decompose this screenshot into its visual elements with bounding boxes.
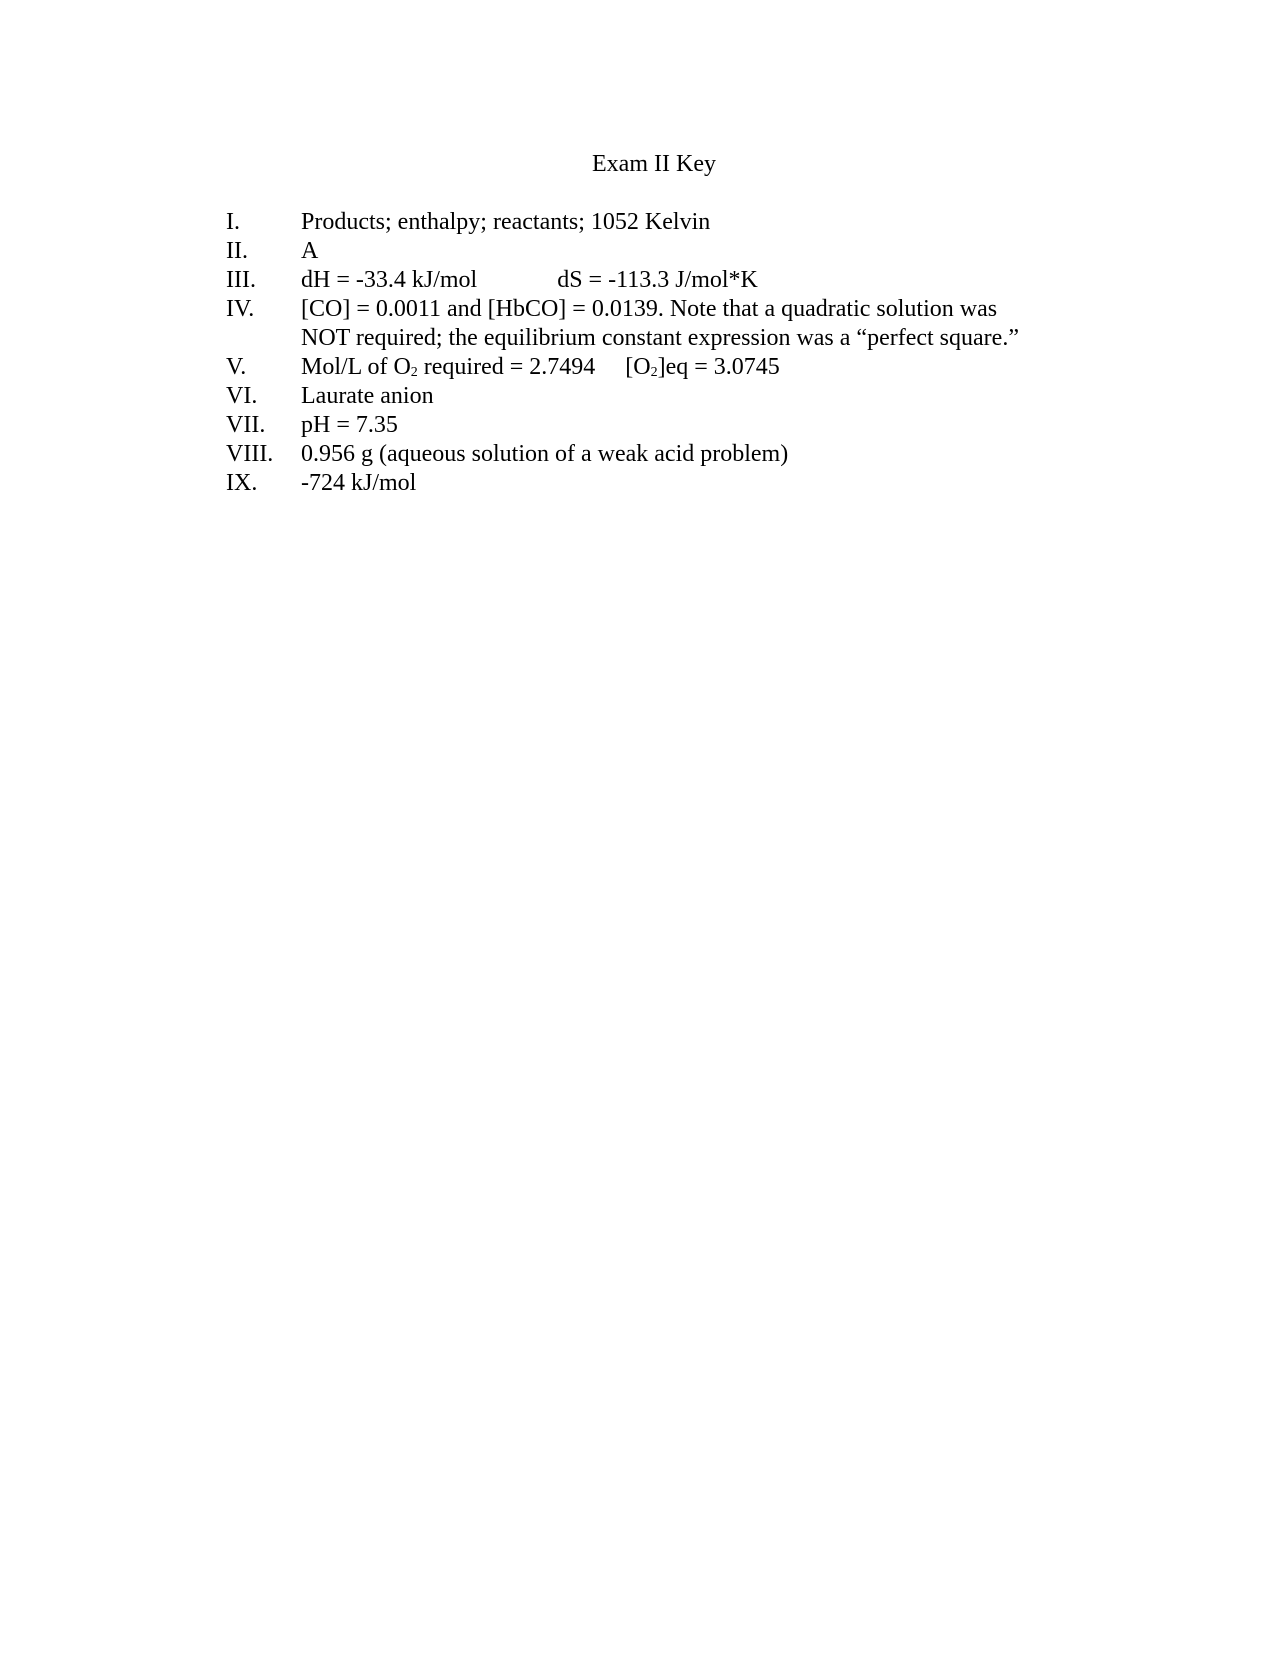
- answer-item-7: [226, 411, 1086, 440]
- enthalpy-value: dH = -33.4 kJ/mol: [301, 267, 478, 293]
- answer-number: IX.: [226, 470, 258, 496]
- o2-eq-value: ]eq = 3.0745: [657, 354, 780, 380]
- answer-number: VII.: [226, 412, 266, 438]
- answer-text: [301, 353, 1086, 382]
- answer-number: III.: [226, 267, 256, 293]
- answer-item-4-continued: [226, 324, 1086, 353]
- answer-text: [301, 266, 1086, 295]
- answer-text: 0.956 g (aqueous solution of a weak acid problem): [301, 441, 789, 467]
- answer-text: pH = 7.35: [301, 412, 398, 438]
- answer-item-8: [226, 440, 1086, 469]
- answer-number: V.: [226, 354, 247, 380]
- answer-number: IV.: [226, 296, 255, 322]
- answer-item-5: [226, 353, 1086, 382]
- entropy-value: dS = -113.3 J/mol*K: [557, 267, 758, 293]
- answer-number: VIII.: [226, 441, 274, 467]
- answer-item-6: [226, 382, 1086, 411]
- o2-required-label: Mol/L of O: [301, 354, 411, 380]
- answer-number: VI.: [226, 383, 258, 409]
- title-text: Exam II Key: [592, 151, 716, 177]
- answer-item-9: [226, 469, 1086, 498]
- answer-text-line-1: [CO] = 0.0011 and [HbCO] = 0.0139. Note that a quadratic solution was: [301, 296, 998, 322]
- answer-number: I.: [226, 209, 240, 235]
- answer-item-3: [226, 266, 1086, 295]
- answer-text: A: [301, 238, 319, 264]
- answer-text: Products; enthalpy; reactants; 1052 Kelvin: [301, 209, 711, 235]
- answer-list: [226, 208, 1086, 498]
- answer-text: Laurate anion: [301, 383, 434, 409]
- answer-item-1: [226, 208, 1086, 237]
- answer-text: -724 kJ/mol: [301, 470, 417, 496]
- page-title: [0, 149, 1280, 179]
- answer-text-line-2: NOT required; the equilibrium constant expression was a “perfect square.”: [301, 325, 1019, 351]
- subscript: 2: [410, 365, 418, 380]
- subscript: 2: [650, 365, 658, 380]
- answer-item-2: [226, 237, 1086, 266]
- o2-required-value: required = 2.7494: [417, 354, 596, 380]
- o2-eq-label: [O: [625, 354, 651, 380]
- answer-item-4: [226, 295, 1086, 324]
- answer-number: II.: [226, 238, 248, 264]
